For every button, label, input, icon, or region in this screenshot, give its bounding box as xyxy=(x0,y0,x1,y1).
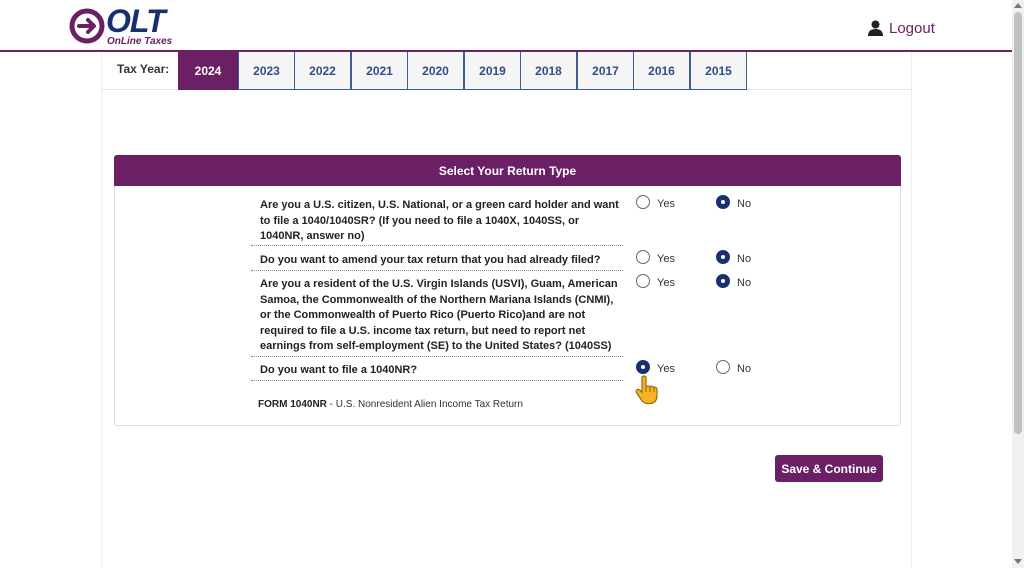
divider xyxy=(251,270,623,271)
radio-territory-yes-label: Yes xyxy=(657,277,675,289)
radio-citizen-yes-label: Yes xyxy=(657,198,675,210)
radio-1040nr-yes[interactable] xyxy=(636,360,650,374)
olt-logo[interactable] xyxy=(68,3,188,48)
hand-pointer-icon xyxy=(635,375,659,405)
tax-year-tabs xyxy=(101,52,912,90)
logo-text: OLT xyxy=(106,3,165,39)
tab-2015[interactable]: 2015 xyxy=(690,52,747,90)
tab-2021[interactable]: 2021 xyxy=(351,52,408,90)
logout-label: Logout xyxy=(889,19,935,37)
tab-2023[interactable]: 2023 xyxy=(238,52,295,90)
tab-2020[interactable]: 2020 xyxy=(407,52,464,90)
radio-territory-no[interactable] xyxy=(716,274,730,288)
page-scrollbar[interactable] xyxy=(1012,0,1024,568)
tab-2022[interactable]: 2022 xyxy=(294,52,351,90)
save-continue-button[interactable]: Save & Continue xyxy=(775,455,883,482)
tab-2017[interactable]: 2017 xyxy=(577,52,634,90)
user-icon xyxy=(868,20,883,36)
tab-2018[interactable]: 2018 xyxy=(520,52,577,90)
return-type-card xyxy=(114,155,901,426)
form-note xyxy=(258,399,523,410)
tab-2016[interactable]: 2016 xyxy=(633,52,690,90)
top-header xyxy=(0,0,1012,52)
card-title: Select Your Return Type xyxy=(114,155,901,186)
tab-2019[interactable]: 2019 xyxy=(464,52,521,90)
radio-territory-no-label: No xyxy=(737,277,752,289)
divider xyxy=(251,356,623,357)
radio-1040nr-no-label: No xyxy=(737,363,752,375)
question-territory: Are you a resident of the U.S. Virgin Islands (USVI), Guam, American Samoa, the Commonwealth of the Northern Mariana Islands (CNMI), or the Commonwealth of Puerto Rico (Puerto Rico)and are not required to file a U.S. income tax return, but need to report net earnings from self-employment (SE) to the United States? (1040SS) xyxy=(260,278,618,352)
scroll-up-arrow-icon[interactable] xyxy=(1014,3,1022,8)
divider xyxy=(251,380,623,381)
logo-arrow-icon xyxy=(68,6,106,46)
radio-territory-yes[interactable] xyxy=(636,274,650,288)
scroll-thumb[interactable] xyxy=(1014,12,1022,434)
radio-amend-no[interactable] xyxy=(716,250,730,264)
radio-citizen-no[interactable] xyxy=(716,195,730,209)
tax-year-label: Tax Year: xyxy=(117,62,170,76)
form-code: FORM 1040NR xyxy=(258,399,327,410)
divider xyxy=(251,245,623,246)
radio-1040nr-no[interactable] xyxy=(716,360,730,374)
question-amend: Do you want to amend your tax return that you had already filed? xyxy=(260,254,601,266)
radio-citizen-yes[interactable] xyxy=(636,195,650,209)
radio-1040nr-yes-label: Yes xyxy=(657,363,675,375)
question-1040nr: Do you want to file a 1040NR? xyxy=(260,364,418,376)
scroll-down-arrow-icon[interactable] xyxy=(1014,559,1022,564)
radio-citizen-no-label: No xyxy=(737,198,752,210)
tab-2024[interactable]: 2024 xyxy=(178,52,238,90)
radio-amend-yes-label: Yes xyxy=(657,253,675,265)
radio-amend-yes[interactable] xyxy=(636,250,650,264)
form-description: - U.S. Nonresident Alien Income Tax Return xyxy=(326,399,523,410)
logo-tagline: OnLine Taxes xyxy=(107,36,173,47)
question-citizen: Are you a U.S. citizen, U.S. National, or a green card holder and want to file a 1040/1040SR? (If you need to file a 1040X, 1040SS, or 1040NR, answer no) xyxy=(260,199,619,242)
logout-link[interactable] xyxy=(868,18,935,38)
radio-amend-no-label: No xyxy=(737,253,752,265)
